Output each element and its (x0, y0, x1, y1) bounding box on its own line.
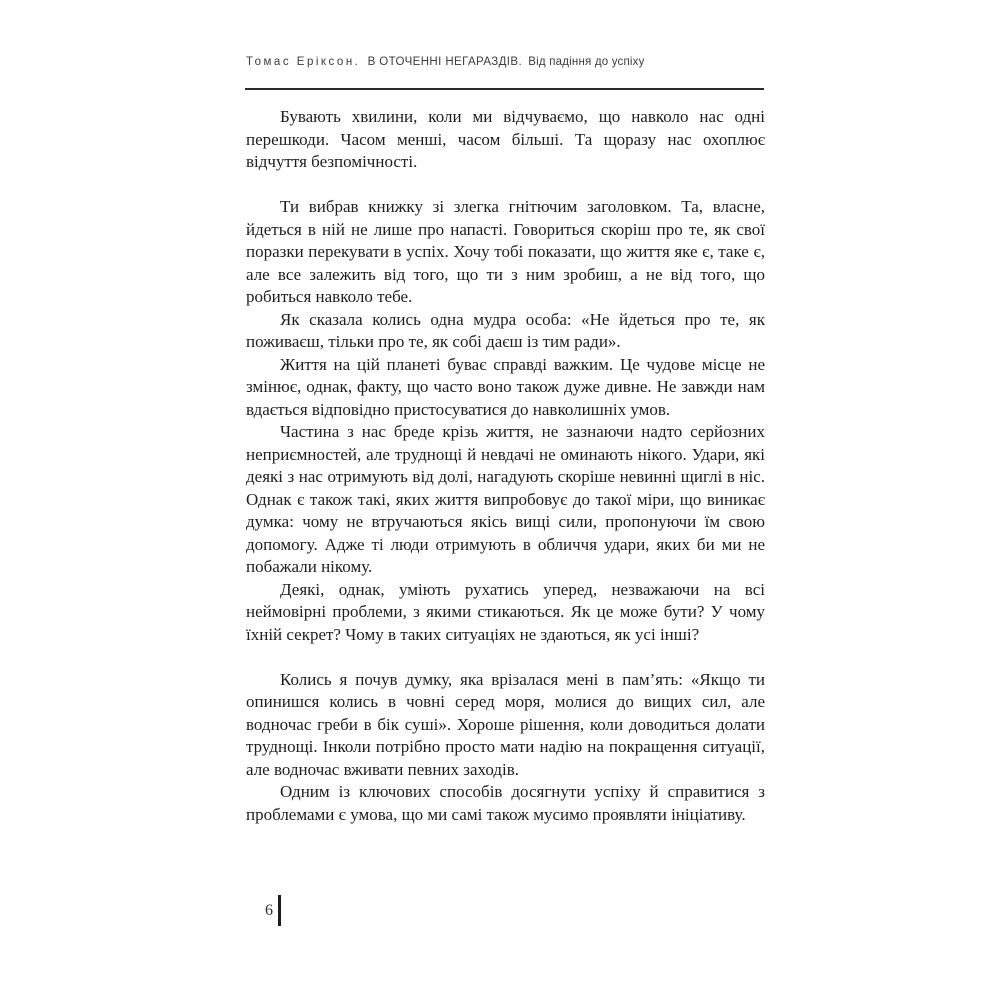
paragraph: Колись я почув думку, яка врізалася мені в пам’ять: «Якщо ти опинишся колись в човні серед моря, молися до вищих сил, але водночас греби в бік суші». Хороше рішення, коли доводиться долати труднощі. Інколи потрібно просто мати надію на покращення ситуації, але водночас вживати певних заходів. (246, 669, 765, 779)
paragraph: Життя на цій планеті буває справді важким. Це чудове місце не змінює, однак, факту, що часто воно також дуже дивне. Не завжди нам вдається відповідно пристосуватися до навколишніх умов. (246, 354, 765, 419)
paragraph: Деякі, однак, уміють рухатись уперед, незважаючи на всі неймовірні проблеми, з якими стикаються. Як це може бути? У чому їхній секрет? Чому в таких ситуаціях не здаються, як усі інші? (246, 579, 765, 644)
running-header-book-title: В ОТОЧЕННІ НЕГАРАЗДІВ. (367, 56, 523, 68)
paragraph: Одним із ключових способів досягнути успіху й справитися з проблемами є умова, що ми самі також мусимо проявляти ініціативу. (246, 782, 765, 824)
page-footer (265, 895, 281, 926)
page-number-bar (278, 895, 281, 926)
paragraph: Ти вибрав книжку зі злегка гнітючим заголовком. Та, власне, йдеться в ній не лише про напасті. Говориться скоріш про те, як свої поразки перекувати в успіх. Хочу тобі показати, що життя яке є, таке є, але все залежить від того, що ти з ним зробиш, а не від того, що робиться навколо тебе. (246, 197, 765, 306)
running-header-author: Томас Еріксон. (246, 56, 361, 68)
paragraph: Як сказала колись одна мудра особа: «Не йдеться про те, як поживаєш, тільки про те, як собі даєш із тим ради». (246, 309, 765, 351)
paragraph: Частина з нас бреде крізь життя, не зазнаючи надто серйозних неприємностей, але труднощі й невдачі не оминають нікого. Удари, які деякі з нас отримують від долі, нагадують скоріше невинні щиглі в ніс. Однак є також такі, яких життя випробовує до такої міри, що виникає думка: чому не втручаються якісь вищі сили, пропонуючи їм свою допомогу. Адже ті люди отримують в обличчя удари, яких би ми не побажали нікому. (246, 422, 765, 576)
running-header-subtitle: Від падіння до успіху (528, 56, 645, 68)
header-divider-rule (245, 88, 764, 90)
page-number: 6 (265, 901, 273, 919)
paragraph: Бувають хвилини, коли ми відчуваємо, що навколо нас одні перешкоди. Часом менші, часом більші. Та щоразу нас охоплює відчуття безпомічності. (246, 107, 765, 171)
running-header (246, 56, 764, 68)
body-text-block (246, 106, 765, 826)
